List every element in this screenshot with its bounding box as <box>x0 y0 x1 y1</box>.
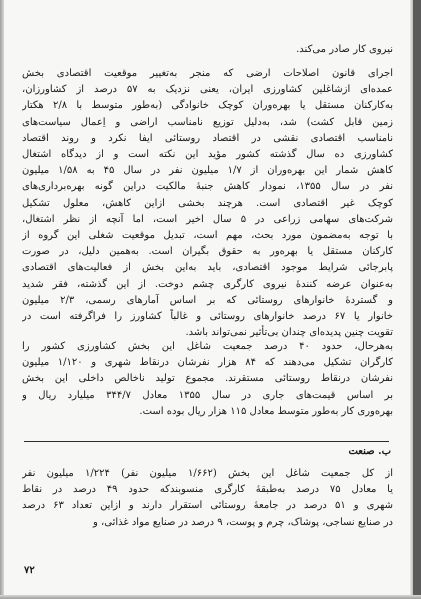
text-line: در صنایع نساجی، پوشاک، چرم و پوست، ۹ درصد در صنایع مواد غذائی، و <box>93 516 393 528</box>
text-line: نفرشان درنقاط روستائی مستقرند. مجموع تولید ناخالص داخلی این بخش <box>22 373 393 385</box>
text-line: پابرجائی شرایط موجود اقتصادی، باید به‌این بخش از فعالیت‌های اقتصادی <box>22 262 393 274</box>
text-line: شهری و ۵۱ درصد در جامعهٔ روستائی استقرار دارند و ازاین تعداد ۶۳ درصد <box>22 500 393 512</box>
text-line: نامناسب اقتصادی نقشی در اقتصاد روستائی ایفا نکرد و روند اقتصاد <box>22 132 393 144</box>
text-line: به‌کارکنان مستقل یا بهره‌وران کوچک خانوادگی (به‌طور متوسط با ۲/۸ هکتار <box>22 100 393 112</box>
text-line: تقویت چنین پدیده‌ای چندان بی‌تأثیر نمی‌تواند باشد. <box>185 327 393 339</box>
page-number: ۷۲ <box>24 565 35 576</box>
text-line: کشاورزی ده سال گذشته کشور مؤید این نکته است و از دیدگاه اشتغال <box>22 149 393 161</box>
text-line: عمده‌ای ازشاغلین کشاورزی ایران، یعنی نزدیک به ۵۷ درصد از کشاورزان، <box>22 84 393 96</box>
text-line: بهره‌وری کار به‌طور متوسط معادل ۱۱۵ هزار ریال بوده است. <box>139 405 393 417</box>
text-line: کارکنان مستقل یا بهره‌ور به حقوق بگیران است. به‌همین دلیل، در صورت <box>22 246 393 258</box>
paragraph-intro <box>22 42 393 58</box>
text-line: نیروی کار صادر می‌کند. <box>296 44 393 55</box>
paragraph-workers <box>22 339 393 420</box>
text-line: یا معادل ۷۵ درصد به‌طبقهٔ کارگری منسوبند‌که حدود ۴۹ درصد در نقاط <box>22 484 393 496</box>
text-line: به‌هرحال، حدود ۴۰ درصد جمعیت شاغل این بخش کشاورزی کشور را <box>22 341 393 352</box>
text-line: کوچک غیر اقتصادی است. هرچند بخشی ازاین کاهش، معلول تشکیل <box>22 197 393 209</box>
text-line: از کل جمعیت شاغل این بخش (۱/۶۶۲ میلیون نفر) ۱/۲۲۴ میلیون نفر <box>22 468 393 479</box>
section-divider <box>24 441 389 442</box>
page-bottom-shadow <box>0 595 421 599</box>
section-heading: ب. صنعت <box>348 446 391 457</box>
text-line: نفر در سال ۱۳۵۵، نمودار کاهش جنبهٔ مالکیت دراین گونه بهره‌برداری‌های <box>22 181 393 193</box>
page-left-shadow <box>0 0 4 599</box>
text-line: کاهش شمار این بهره‌وران از ۱/۷ میلیون نفر در سال ۴۵ به ۱/۵۸ میلیون <box>22 165 393 177</box>
text-line: اجرای قانون اصلاحات ارضی که منجر به‌تغییر موقعیت اقتصادی بخش <box>22 68 393 79</box>
text-line: خانوار یا ۶۷ درصد خانوارهای روستائی و غالباً کشاورز را فراگرفته است در <box>22 311 393 323</box>
paragraph-land-reform <box>22 66 393 341</box>
text-line: و گستردهٔ خانوارهای روستائی که بر اساس آمارهای رسمی، ۲/۳ میلیون <box>22 294 393 306</box>
text-line: بر اساس قیمت‌های جاری در سال ۱۳۵۵ معادل ۳۴۴/۷ میلیارد ریال و <box>22 389 393 401</box>
text-line: زمین قابل کشت) شد، به‌دلیل توزیع نامناسب اراضی و اِعمال سیاست‌های <box>22 116 393 128</box>
text-line: شرکت‌های سهامی زراعی در ۵ سال اخیر است، اما آنچه از نظر اشتغال، <box>22 213 393 225</box>
paragraph-industry <box>22 466 393 531</box>
page-right-shadow <box>413 0 421 599</box>
text-line: کارگران تشکیل می‌دهند که ۸۴ هزار نفرشان درنقاط شهری و ۱/۱۲۰ میلیون <box>22 357 393 369</box>
text-line: به‌عنوان عرضه کنندهٔ نیروی کارگری چشم دوخت. از این گذشته، فقر شدید <box>22 278 393 290</box>
text-line: با توجه به‌مضمون مورد بحث، مهم است، تبدیل موقعیت شغلی این گروه از <box>22 230 393 242</box>
